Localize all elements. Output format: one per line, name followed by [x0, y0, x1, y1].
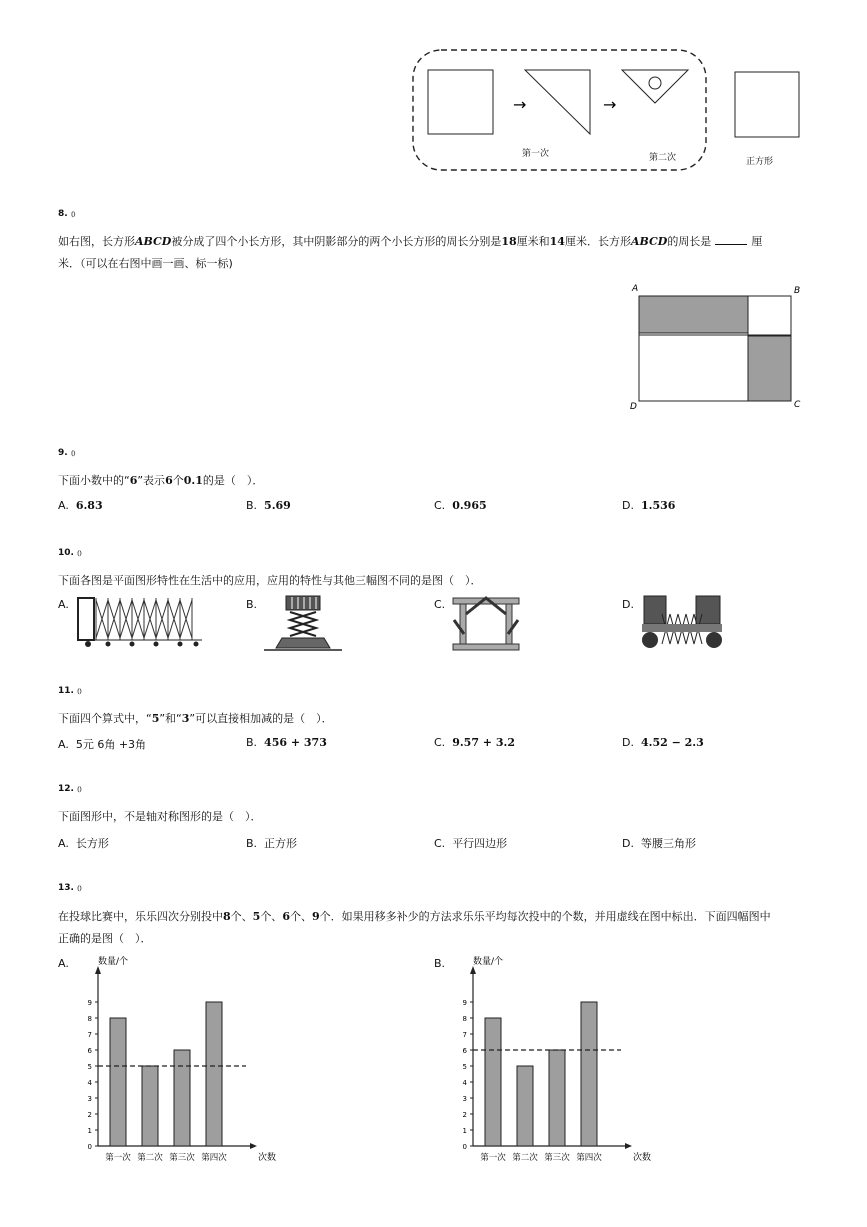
- label-d: D: [630, 402, 637, 412]
- question-number: 10. ⦅⦆: [58, 548, 82, 558]
- option-d[interactable]: D. 1.536: [622, 499, 676, 512]
- bar: [581, 1002, 597, 1146]
- x-category-label: 第二次: [137, 1153, 163, 1163]
- option-a[interactable]: A.: [58, 598, 69, 611]
- option-b[interactable]: B.: [434, 957, 446, 970]
- x-category-label: 第一次: [105, 1153, 131, 1163]
- retractable-gate-image[interactable]: [74, 594, 206, 650]
- square-result: [735, 72, 799, 137]
- y-tick-label: 9: [87, 999, 92, 1007]
- option-d[interactable]: D. 4.52 − 2.3: [622, 736, 704, 749]
- y-tick-label: 2: [87, 1111, 92, 1119]
- x-category-label: 第二次: [512, 1153, 538, 1163]
- y-axis-label: 数量/个: [473, 957, 504, 967]
- option-d[interactable]: D. 等腰三角形: [622, 837, 696, 850]
- question-number: 12. ⦅⦆: [58, 784, 82, 794]
- x-axis-label: 次数: [633, 1153, 652, 1163]
- bar: [549, 1050, 565, 1146]
- bar: [206, 1002, 222, 1146]
- arrow-icon: →: [603, 95, 617, 114]
- y-tick-label: 8: [87, 1015, 92, 1023]
- option-c[interactable]: C.: [434, 598, 446, 611]
- y-tick-label: 3: [87, 1095, 92, 1103]
- label-c: C: [794, 400, 801, 410]
- bar: [142, 1066, 158, 1146]
- arrow-icon: →: [513, 95, 527, 114]
- option-b[interactable]: B. 456 + 373: [246, 736, 327, 749]
- answer-blank[interactable]: [715, 234, 747, 245]
- bar: [174, 1050, 190, 1146]
- scissor-lift-image[interactable]: [262, 594, 344, 654]
- y-tick-label: 0: [462, 1143, 467, 1151]
- y-tick-label: 4: [87, 1079, 92, 1087]
- option-a[interactable]: A. 5元 6角 +3角: [58, 738, 147, 751]
- x-category-label: 第一次: [480, 1153, 506, 1163]
- option-a[interactable]: A. 长方形: [58, 837, 109, 850]
- triangle-second-fold: [622, 70, 688, 103]
- question-number: 11. ⦅⦆: [58, 686, 82, 696]
- question-text: 下面四个算式中，“5”和“3”可以直接相加减的是（ ）．: [58, 712, 333, 725]
- y-tick-label: 3: [462, 1095, 467, 1103]
- y-tick-label: 6: [462, 1047, 467, 1055]
- option-a[interactable]: A.: [58, 957, 69, 970]
- option-b[interactable]: B. 正方形: [246, 837, 298, 850]
- label-square: 正方形: [746, 157, 774, 167]
- x-category-label: 第三次: [169, 1153, 195, 1163]
- label-first: 第一次: [522, 149, 550, 159]
- option-b[interactable]: B.: [246, 598, 258, 611]
- label-second: 第二次: [649, 153, 677, 163]
- option-d[interactable]: D.: [622, 598, 634, 611]
- x-category-label: 第四次: [576, 1153, 602, 1163]
- shaded-rect-top: [639, 296, 748, 333]
- y-tick-label: 1: [87, 1127, 92, 1135]
- square-original: [428, 70, 493, 134]
- rectangle-abcd-figure: [625, 280, 810, 415]
- y-tick-label: 9: [462, 999, 467, 1007]
- question-text: 下面图形中，不是轴对称图形的是（ ）．: [58, 810, 262, 823]
- y-tick-label: 6: [87, 1047, 92, 1055]
- option-c[interactable]: C. 9.57 + 3.2: [434, 736, 515, 749]
- bar: [110, 1018, 126, 1146]
- y-axis-arrow: [470, 966, 476, 974]
- option-b[interactable]: B. 5.69: [246, 499, 291, 512]
- bar: [485, 1018, 501, 1146]
- question-number: 8. ⦅⦆: [58, 209, 76, 219]
- bar-chart-b: [455, 950, 655, 1170]
- question-text: 下面小数中的“6”表示6个0.1的是（ ）．: [58, 474, 264, 487]
- x-axis-arrow: [625, 1143, 632, 1149]
- question-text: 在投球比赛中，乐乐四次分别投中8个、5个、6个、9个．如果用移多补少的方法求乐乐平均每次投中的个数，并用虚线在图中标出．下面四幅图中 正确的是图（ ）．: [58, 910, 771, 945]
- x-axis-label: 次数: [258, 1153, 277, 1163]
- y-axis-label: 数量/个: [98, 957, 129, 967]
- y-tick-label: 7: [462, 1031, 467, 1039]
- y-tick-label: 8: [462, 1015, 467, 1023]
- bar-chart-a: [80, 950, 280, 1170]
- question-text: 如右图，长方形ABCD被分成了四个小长方形，其中阴影部分的两个小长方形的周长分别是18厘米和14厘米．长方形ABCD的周长是 厘 米．（可以在右图中画一画、标一标): [58, 235, 763, 270]
- question-number: 9. ⦅⦆: [58, 448, 76, 458]
- label-b: B: [794, 286, 801, 296]
- question-number: 13. ⦅⦆: [58, 883, 82, 893]
- option-a[interactable]: A. 6.83: [58, 499, 103, 512]
- y-axis-arrow: [95, 966, 101, 974]
- label-a: A: [632, 284, 639, 294]
- y-tick-label: 5: [87, 1063, 92, 1071]
- triangle-frame-image[interactable]: [450, 594, 522, 652]
- y-tick-label: 7: [87, 1031, 92, 1039]
- triangle-first-fold: [525, 70, 590, 134]
- y-tick-label: 4: [462, 1079, 467, 1087]
- x-category-label: 第四次: [201, 1153, 227, 1163]
- bar: [517, 1066, 533, 1146]
- x-axis-arrow: [250, 1143, 257, 1149]
- option-c[interactable]: C. 0.965: [434, 499, 487, 512]
- x-category-label: 第三次: [544, 1153, 570, 1163]
- option-c[interactable]: C. 平行四边形: [434, 837, 508, 850]
- vehicle-scissor-image[interactable]: [640, 592, 722, 654]
- y-tick-label: 2: [462, 1111, 467, 1119]
- question-text: 下面各图是平面图形特性在生活中的应用，应用的特性与其他三幅图不同的是图（ ）．: [58, 574, 482, 587]
- y-tick-label: 5: [462, 1063, 467, 1071]
- shaded-rect-right: [748, 336, 791, 401]
- y-tick-label: 1: [462, 1127, 467, 1135]
- hole-circle: [649, 77, 661, 89]
- y-tick-label: 0: [87, 1143, 92, 1151]
